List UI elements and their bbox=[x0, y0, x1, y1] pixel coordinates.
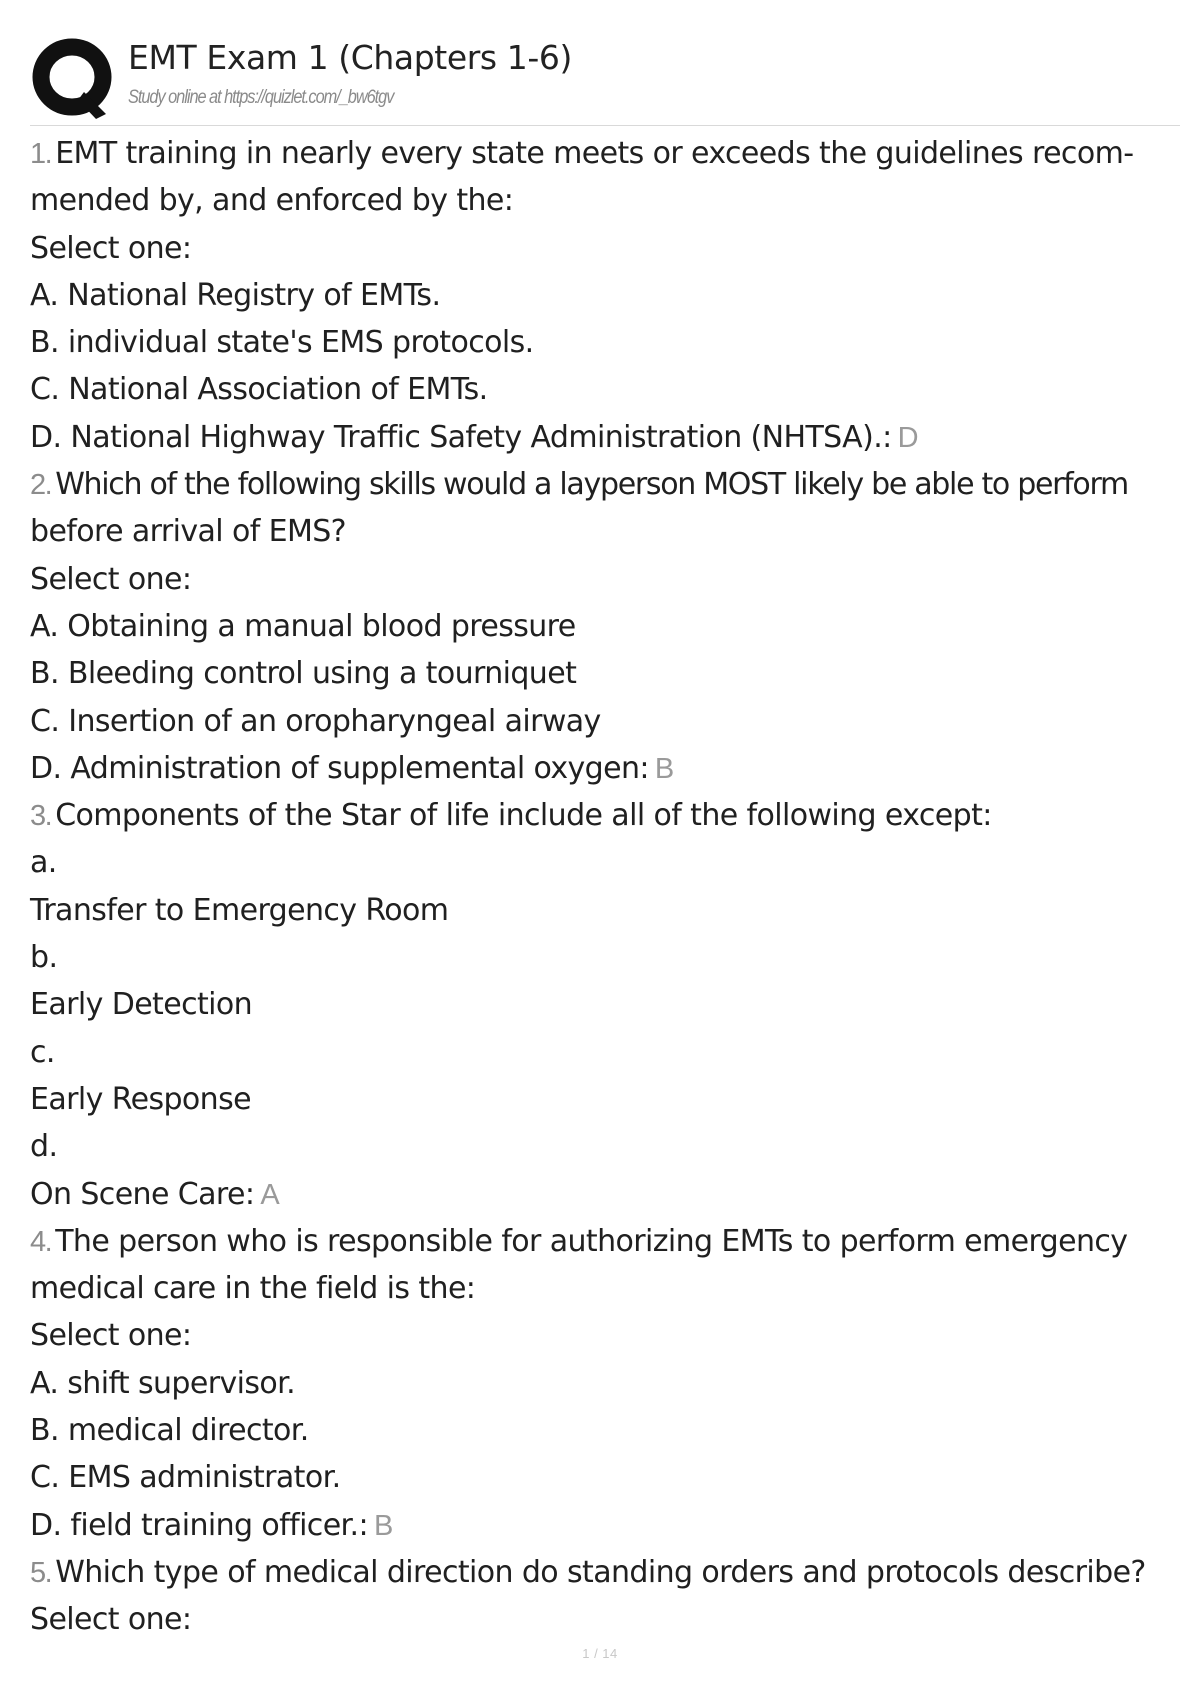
question-text-line: 1. EMT training in nearly every state meets or exceeds the guidelines recom- bbox=[30, 136, 1134, 171]
option-a: A. shift supervisor. bbox=[30, 1365, 296, 1401]
answer-key: B bbox=[654, 752, 674, 785]
header bbox=[30, 30, 1180, 126]
option-c-letter: c. bbox=[30, 1034, 55, 1070]
question-text-line: 3. Components of the Star of life include all of the following except: bbox=[30, 798, 992, 834]
question-4 bbox=[30, 1218, 1190, 1549]
option-a: A. Obtaining a manual blood pressure bbox=[30, 608, 576, 644]
option-c: C. EMS administrator. bbox=[30, 1460, 341, 1496]
question-list bbox=[30, 130, 1190, 1644]
option-b-text: Early Detection bbox=[30, 987, 253, 1023]
answer-key: B bbox=[374, 1509, 393, 1542]
select-one-label: Select one: bbox=[30, 1318, 192, 1354]
option-c: C. National Association of EMTs. bbox=[30, 372, 488, 408]
option-a-text: Transfer to Emergency Room bbox=[30, 892, 449, 928]
option-a: A. National Registry of EMTs. bbox=[30, 277, 441, 313]
question-1 bbox=[30, 130, 1190, 461]
option-d: D. Administration of supplemental oxygen: B bbox=[30, 750, 674, 786]
question-number: 2. bbox=[30, 469, 52, 502]
option-b: B. medical director. bbox=[30, 1413, 309, 1449]
question-number: 4. bbox=[30, 1225, 52, 1258]
question-number: 1. bbox=[30, 138, 52, 170]
select-one-label: Select one: bbox=[30, 230, 192, 266]
select-one-label: Select one: bbox=[30, 1602, 192, 1638]
option-c: C. Insertion of an oropharyngeal airway bbox=[30, 703, 601, 739]
select-one-label: Select one: bbox=[30, 561, 192, 597]
option-b: B. Bleeding control using a tourniquet bbox=[30, 656, 577, 692]
answer-key: D bbox=[897, 421, 918, 454]
question-text-line: mended by, and enforced by the: bbox=[30, 183, 514, 219]
question-text-line: before arrival of EMS? bbox=[30, 514, 347, 550]
option-d: D. field training officer.: B bbox=[30, 1507, 393, 1543]
option-a-letter: a. bbox=[30, 845, 57, 881]
question-number: 5. bbox=[30, 1556, 52, 1589]
option-d-text: On Scene Care: A bbox=[30, 1176, 280, 1212]
question-text-line: 5. Which type of medical direction do standing orders and protocols describe? bbox=[30, 1554, 1146, 1590]
page-indicator: 1 / 14 bbox=[582, 1646, 618, 1661]
quizlet-logo-icon bbox=[32, 34, 140, 122]
question-number: 3. bbox=[30, 800, 52, 833]
question-3 bbox=[30, 792, 1190, 1218]
question-text-line: medical care in the field is the: bbox=[30, 1271, 476, 1307]
study-link[interactable]: Study online at https://quizlet.com/_bw6tgv bbox=[128, 87, 394, 108]
question-2 bbox=[30, 461, 1190, 792]
option-b-letter: b. bbox=[30, 940, 58, 976]
question-text-line: 2. Which of the following skills would a layperson MOST likely be able to perform bbox=[30, 467, 1128, 503]
question-text-line: 4. The person who is responsible for authorizing EMTs to perform emergency bbox=[30, 1223, 1128, 1259]
option-c-text: Early Response bbox=[30, 1081, 251, 1117]
option-b: B. individual state's EMS protocols. bbox=[30, 325, 534, 361]
question-5 bbox=[30, 1549, 1190, 1644]
answer-key: A bbox=[260, 1178, 280, 1211]
option-d: D. National Highway Traffic Safety Administration (NHTSA).: D bbox=[30, 419, 918, 455]
option-d-letter: d. bbox=[30, 1129, 58, 1165]
document-title: EMT Exam 1 (Chapters 1-6) bbox=[128, 38, 572, 77]
